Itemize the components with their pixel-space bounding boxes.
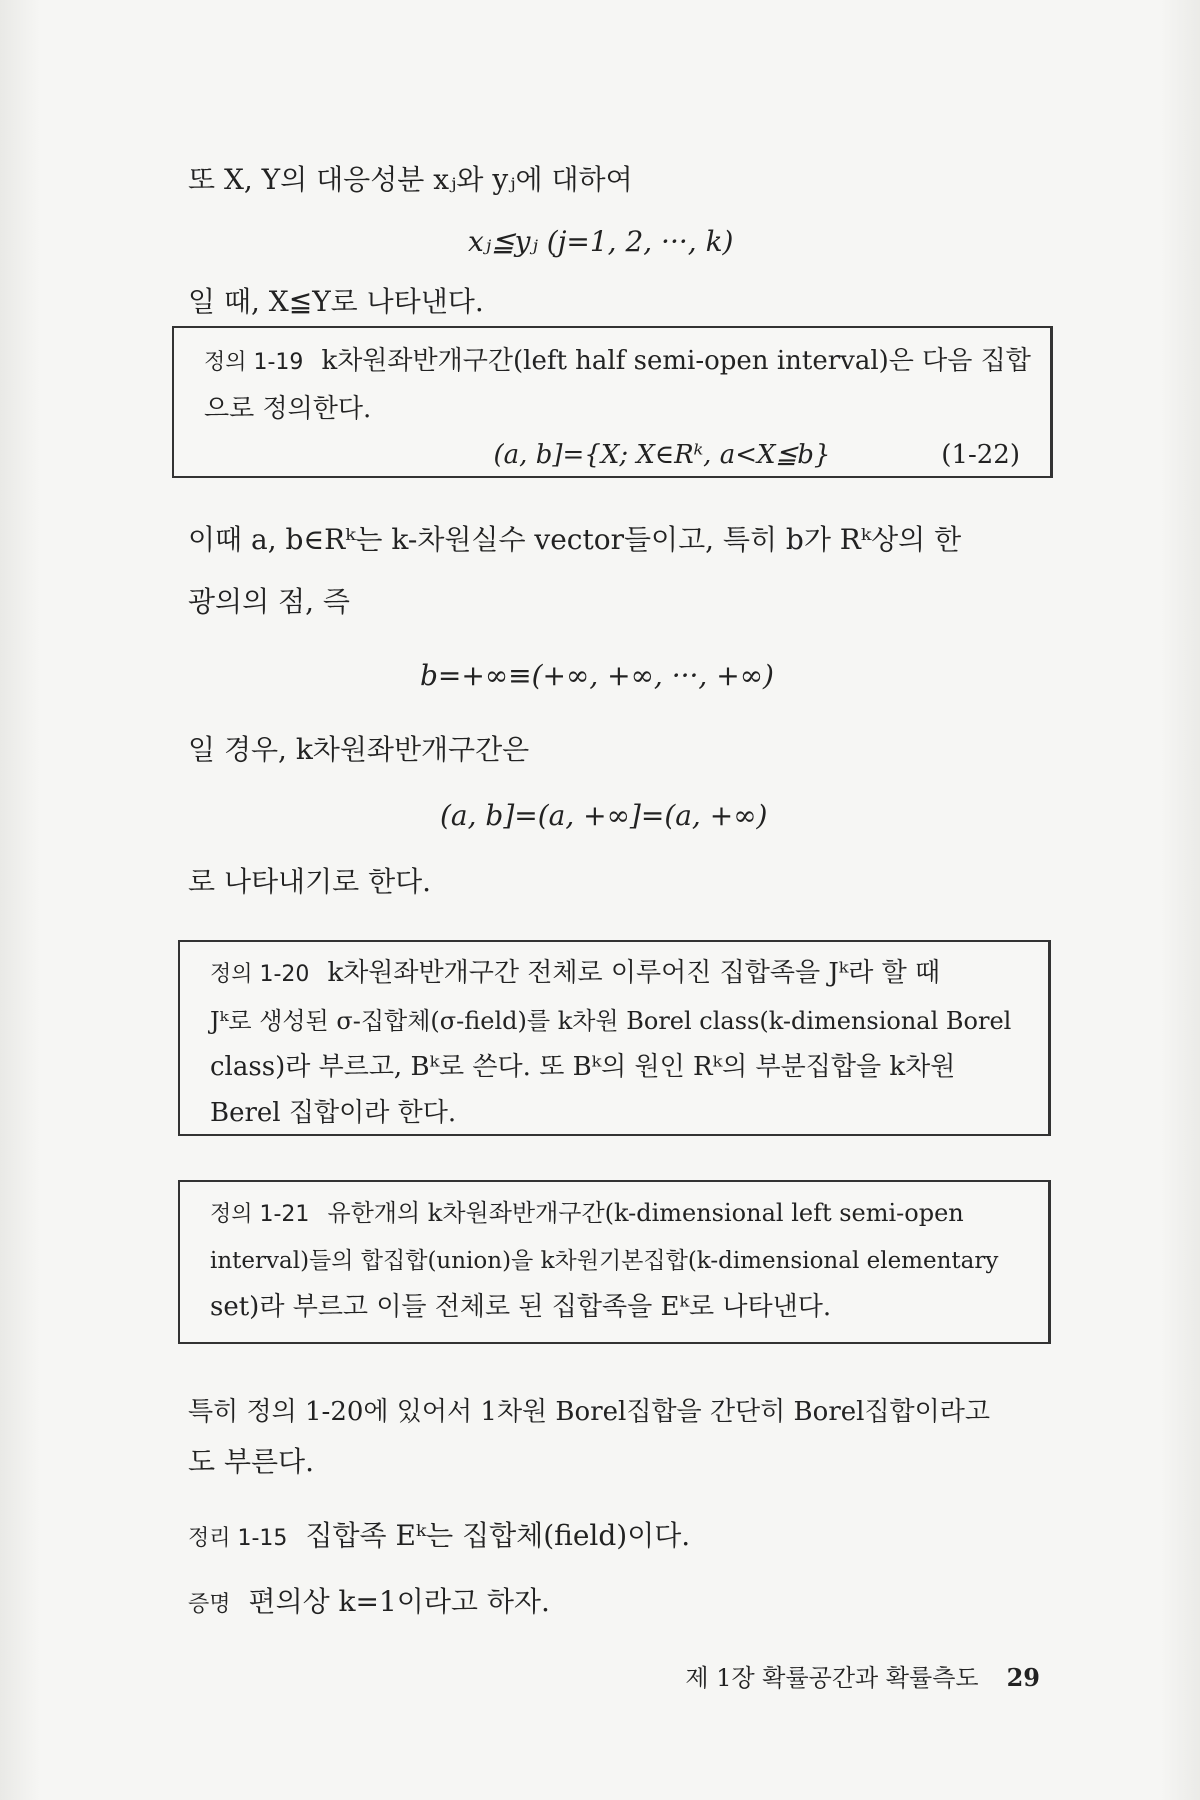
definition-line (174, 338, 1050, 386)
equation-number: (1-22) (941, 440, 1020, 470)
proof (188, 1582, 550, 1625)
definition-line: 으로 정의한다. (204, 394, 372, 424)
definition-line: set)라 부르고 이들 전체로 된 집합족을 Eᵏ로 나타낸다. (210, 1292, 832, 1322)
definition-line: Jᵏ로 생성된 σ-집합체(σ-field)를 k차원 Borel class(k-dimensional Borel (210, 1007, 1012, 1035)
definition-line: class)라 부르고, Bᵏ로 쓴다. 또 Bᵏ의 원인 Rᵏ의 부분집합을 k차원 (210, 1052, 956, 1082)
definition-line: interval)들의 합집합(union)을 k차원기본집합(k-dimensional elementary (210, 1248, 999, 1274)
definition-equation (174, 432, 1050, 478)
paragraph-line: 또 X, Y의 대응성분 xⱼ와 yⱼ에 대하여 (188, 163, 633, 196)
definition-line (180, 1190, 1048, 1238)
paragraph-line: 로 나타내기로 한다. (188, 865, 432, 898)
paragraph-line: 도 부른다. (188, 1445, 314, 1478)
definition-label: 정의 1-21 (210, 1202, 310, 1227)
definition-label: 정의 1-19 (204, 350, 304, 375)
paragraph-line: 특히 정의 1-20에 있어서 1차원 Borel집합을 간단히 Borel집합이라고 (188, 1397, 991, 1427)
definition-line (180, 950, 1048, 998)
definition-box-1-19 (172, 326, 1053, 478)
equation-text: (a, b]={X; X∈Rᵏ, a<X≦b} (493, 440, 831, 470)
paragraph-line: 광의의 점, 즉 (188, 585, 350, 618)
definition-line: Berel 집합이라 한다. (210, 1098, 457, 1128)
equation-infinity: b=+∞≡(+∞, +∞, ···, +∞) (420, 659, 774, 692)
theorem (188, 1516, 690, 1559)
definition-box-1-20 (178, 940, 1051, 1136)
paragraph-line: 일 경우, k차원좌반개구간은 (188, 733, 530, 766)
theorem-text: 집합족 Eᵏ는 집합체(field)이다. (305, 1519, 691, 1552)
proof-label: 증명 (188, 1592, 231, 1617)
paragraph-line: 이때 a, b∈Rᵏ는 k-차원실수 vector들이고, 특히 b가 Rᵏ상의 한 (188, 523, 962, 556)
paragraph-line: 일 때, X≦Y로 나타낸다. (188, 285, 484, 318)
definition-label: 정의 1-20 (210, 962, 310, 987)
definition-text: k차원좌반개구간(left half semi-open interval)은 다음 집합 (321, 346, 1031, 376)
page-footer (685, 1660, 1040, 1696)
page-number: 29 (1006, 1663, 1040, 1692)
definition-text: k차원좌반개구간 전체로 이루어진 집합족을 Jᵏ라 할 때 (327, 958, 941, 988)
equation-inequality: xⱼ≦yⱼ (j=1, 2, ···, k) (468, 225, 734, 258)
theorem-label: 정리 1-15 (188, 1526, 288, 1551)
definition-text: 유한개의 k차원좌반개구간(k-dimensional left semi-open (327, 1199, 964, 1227)
running-head: 제 1장 확률공간과 확률측도 (685, 1664, 979, 1692)
proof-text: 편의상 k=1이라고 하자. (248, 1585, 550, 1618)
equation-interval: (a, b]=(a, +∞]=(a, +∞) (440, 799, 768, 832)
definition-box-1-21 (178, 1180, 1051, 1344)
